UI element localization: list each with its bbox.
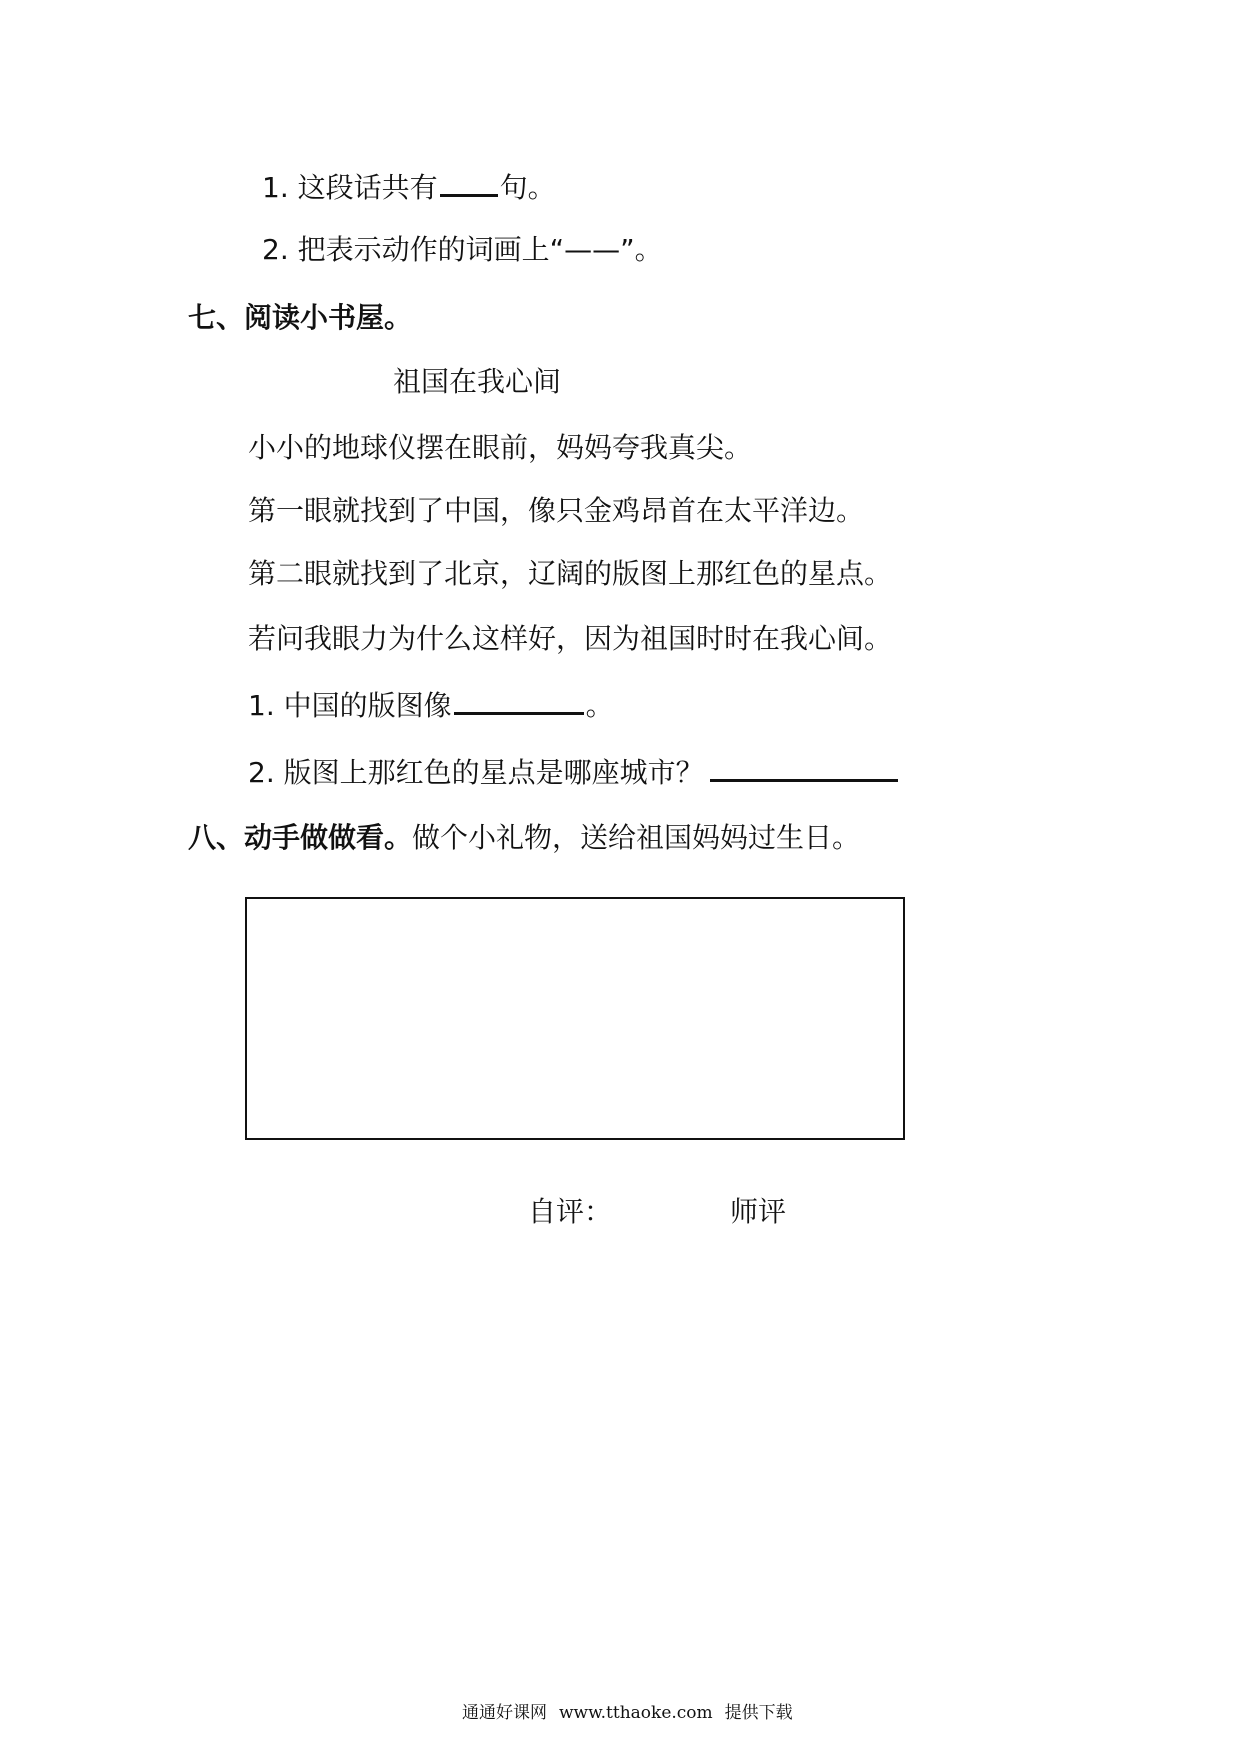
question-7-1-prefix: 1. 中国的版图像 (248, 689, 452, 722)
question-6-2: 2. 把表示动作的词画上“——”。 (262, 233, 663, 266)
question-6-1-suffix: 句。 (499, 171, 556, 204)
section-8-heading: 八、动手做做看。 (188, 821, 413, 854)
footer-url[interactable]: www.tthaoke.com (559, 1703, 713, 1723)
poem-title: 祖国在我心间 (393, 365, 562, 398)
question-7-1 (248, 686, 614, 724)
answer-blank[interactable] (440, 168, 498, 197)
answer-blank[interactable] (710, 753, 898, 782)
question-7-2 (248, 753, 900, 791)
poem-line-2: 第一眼就找到了中国，像只金鸡昂首在太平洋边。 (248, 494, 865, 527)
drawing-box[interactable] (245, 897, 905, 1140)
self-evaluation-label: 自评： (528, 1195, 613, 1228)
answer-blank[interactable] (454, 686, 584, 715)
poem-line-3: 第二眼就找到了北京，辽阔的版图上那红色的星点。 (248, 557, 893, 590)
section-7-heading: 七、阅读小书屋。 (188, 301, 413, 334)
teacher-evaluation-label: 师评 (730, 1195, 787, 1228)
question-6-1 (262, 168, 556, 206)
footer-site-name: 通通好课网 (462, 1703, 547, 1723)
question-7-2-text: 2. 版图上那红色的星点是哪座城市？ (248, 756, 704, 789)
section-8-text: 做个小礼物，送给祖国妈妈过生日。 (412, 821, 861, 854)
section-8-line (188, 820, 860, 856)
question-6-1-prefix: 1. 这段话共有 (262, 171, 438, 204)
footer-note: 提供下载 (724, 1703, 793, 1723)
page-footer (462, 1702, 805, 1724)
poem-line-1: 小小的地球仪摆在眼前，妈妈夸我真尖。 (248, 431, 753, 464)
question-7-1-suffix: 。 (585, 689, 614, 722)
poem-line-4: 若问我眼力为什么这样好，因为祖国时时在我心间。 (248, 622, 893, 655)
